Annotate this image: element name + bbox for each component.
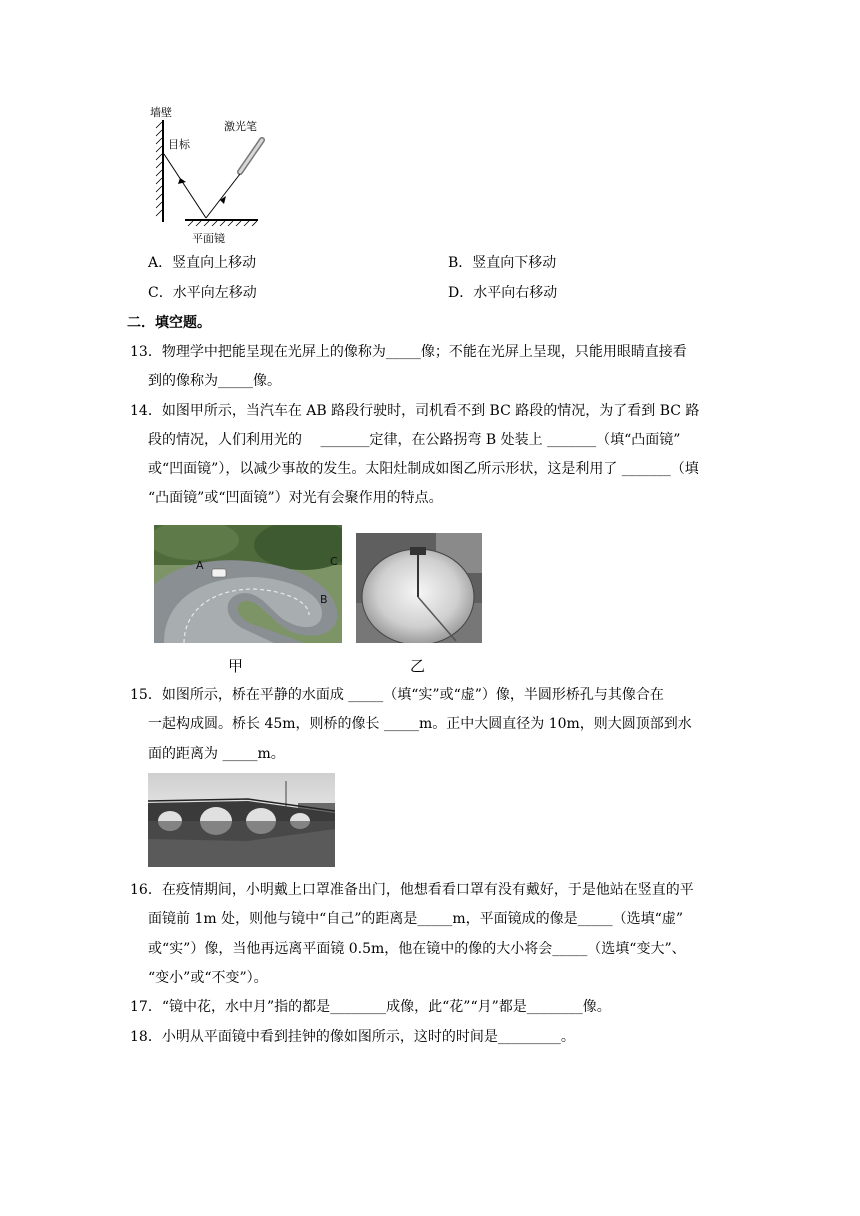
- road-label-c: C: [330, 555, 338, 568]
- q13-line1: 13．物理学中把能呈现在光屏上的像称为_____像；不能在光屏上呈现，只能用眼睛直接看: [130, 344, 687, 360]
- road-label-a: A: [196, 559, 204, 572]
- target-label: 目标: [168, 138, 190, 151]
- laser-mirror-figure: [140, 98, 280, 248]
- solar-cooker-image: [356, 533, 482, 643]
- solar-cooker-photo: [356, 533, 482, 643]
- arch-bridge-image: [148, 773, 335, 867]
- road-label-b: B: [320, 593, 328, 606]
- q14-line4: “凸面镜”或“凹面镜”）对光有会聚作用的特点。: [148, 490, 443, 506]
- section-title: 二．填空题。: [127, 315, 211, 331]
- q15-line3: 面的距离为 _____m。: [148, 746, 285, 762]
- caption-yi: 乙: [410, 657, 426, 675]
- laser-pen-label: 激光笔: [224, 120, 257, 133]
- q17-line1: 17．“镜中花，水中月”指的都是________成像，此“花”“月”都是________像。: [130, 999, 611, 1015]
- q18-line1: 18．小明从平面镜中看到挂钟的像如图所示，这时的时间是_________。: [130, 1029, 575, 1045]
- q16-line1: 16．在疫情期间，小明戴上口罩准备出门，他想看看口罩有没有戴好，于是他站在竖直的平: [130, 882, 694, 898]
- q16-line3: 或“实”）像，当他再远离平面镜 0.5m，他在镜中的像的大小将会_____（选填“变大”、: [148, 941, 686, 957]
- bridge-photo: [148, 773, 335, 867]
- option-b: B．竖直向下移动: [448, 255, 557, 271]
- winding-road-image: [154, 525, 342, 643]
- option-a: A．竖直向上移动: [148, 255, 257, 271]
- wall-label: 墙壁: [150, 106, 172, 119]
- q14-line3: 或“凹面镜”），以减少事故的发生。太阳灶制成如图乙所示形状，这是利用了 _______（填: [148, 461, 699, 477]
- q15-line2: 一起构成圆。桥长 45m，则桥的像长 _____m。正中大圆直径为 10m，则大圆顶部到水: [148, 716, 692, 732]
- q14-line2: 段的情况，人们利用光的 _______定律，在公路拐弯 B 处装上 _______（填“凸面镜”: [148, 432, 681, 448]
- caption-jia: 甲: [228, 657, 244, 675]
- q15-line1: 15．如图所示，桥在平静的水面成 _____（填“实”或“虚”）像，半圆形桥孔与其像合在: [130, 687, 664, 703]
- option-d: D．水平向右移动: [448, 285, 558, 301]
- mirror-label: 平面镜: [192, 232, 225, 245]
- q16-line4: “变小”或“不变”）。: [148, 970, 268, 986]
- option-c: C．水平向左移动: [148, 285, 257, 301]
- q13-line2: 到的像称为_____像。: [148, 373, 281, 389]
- laser-mirror-diagram: [140, 98, 280, 248]
- q16-line2: 面镜前 1m 处，则他与镜中“自己”的距离是_____m，平面镜成的像是_____（选填“虚”: [148, 911, 683, 927]
- q14-line1: 14．如图甲所示，当汽车在 AB 路段行驶时，司机看不到 BC 路段的情况，为了看到 BC 路: [130, 403, 700, 419]
- road-photo: [154, 525, 342, 643]
